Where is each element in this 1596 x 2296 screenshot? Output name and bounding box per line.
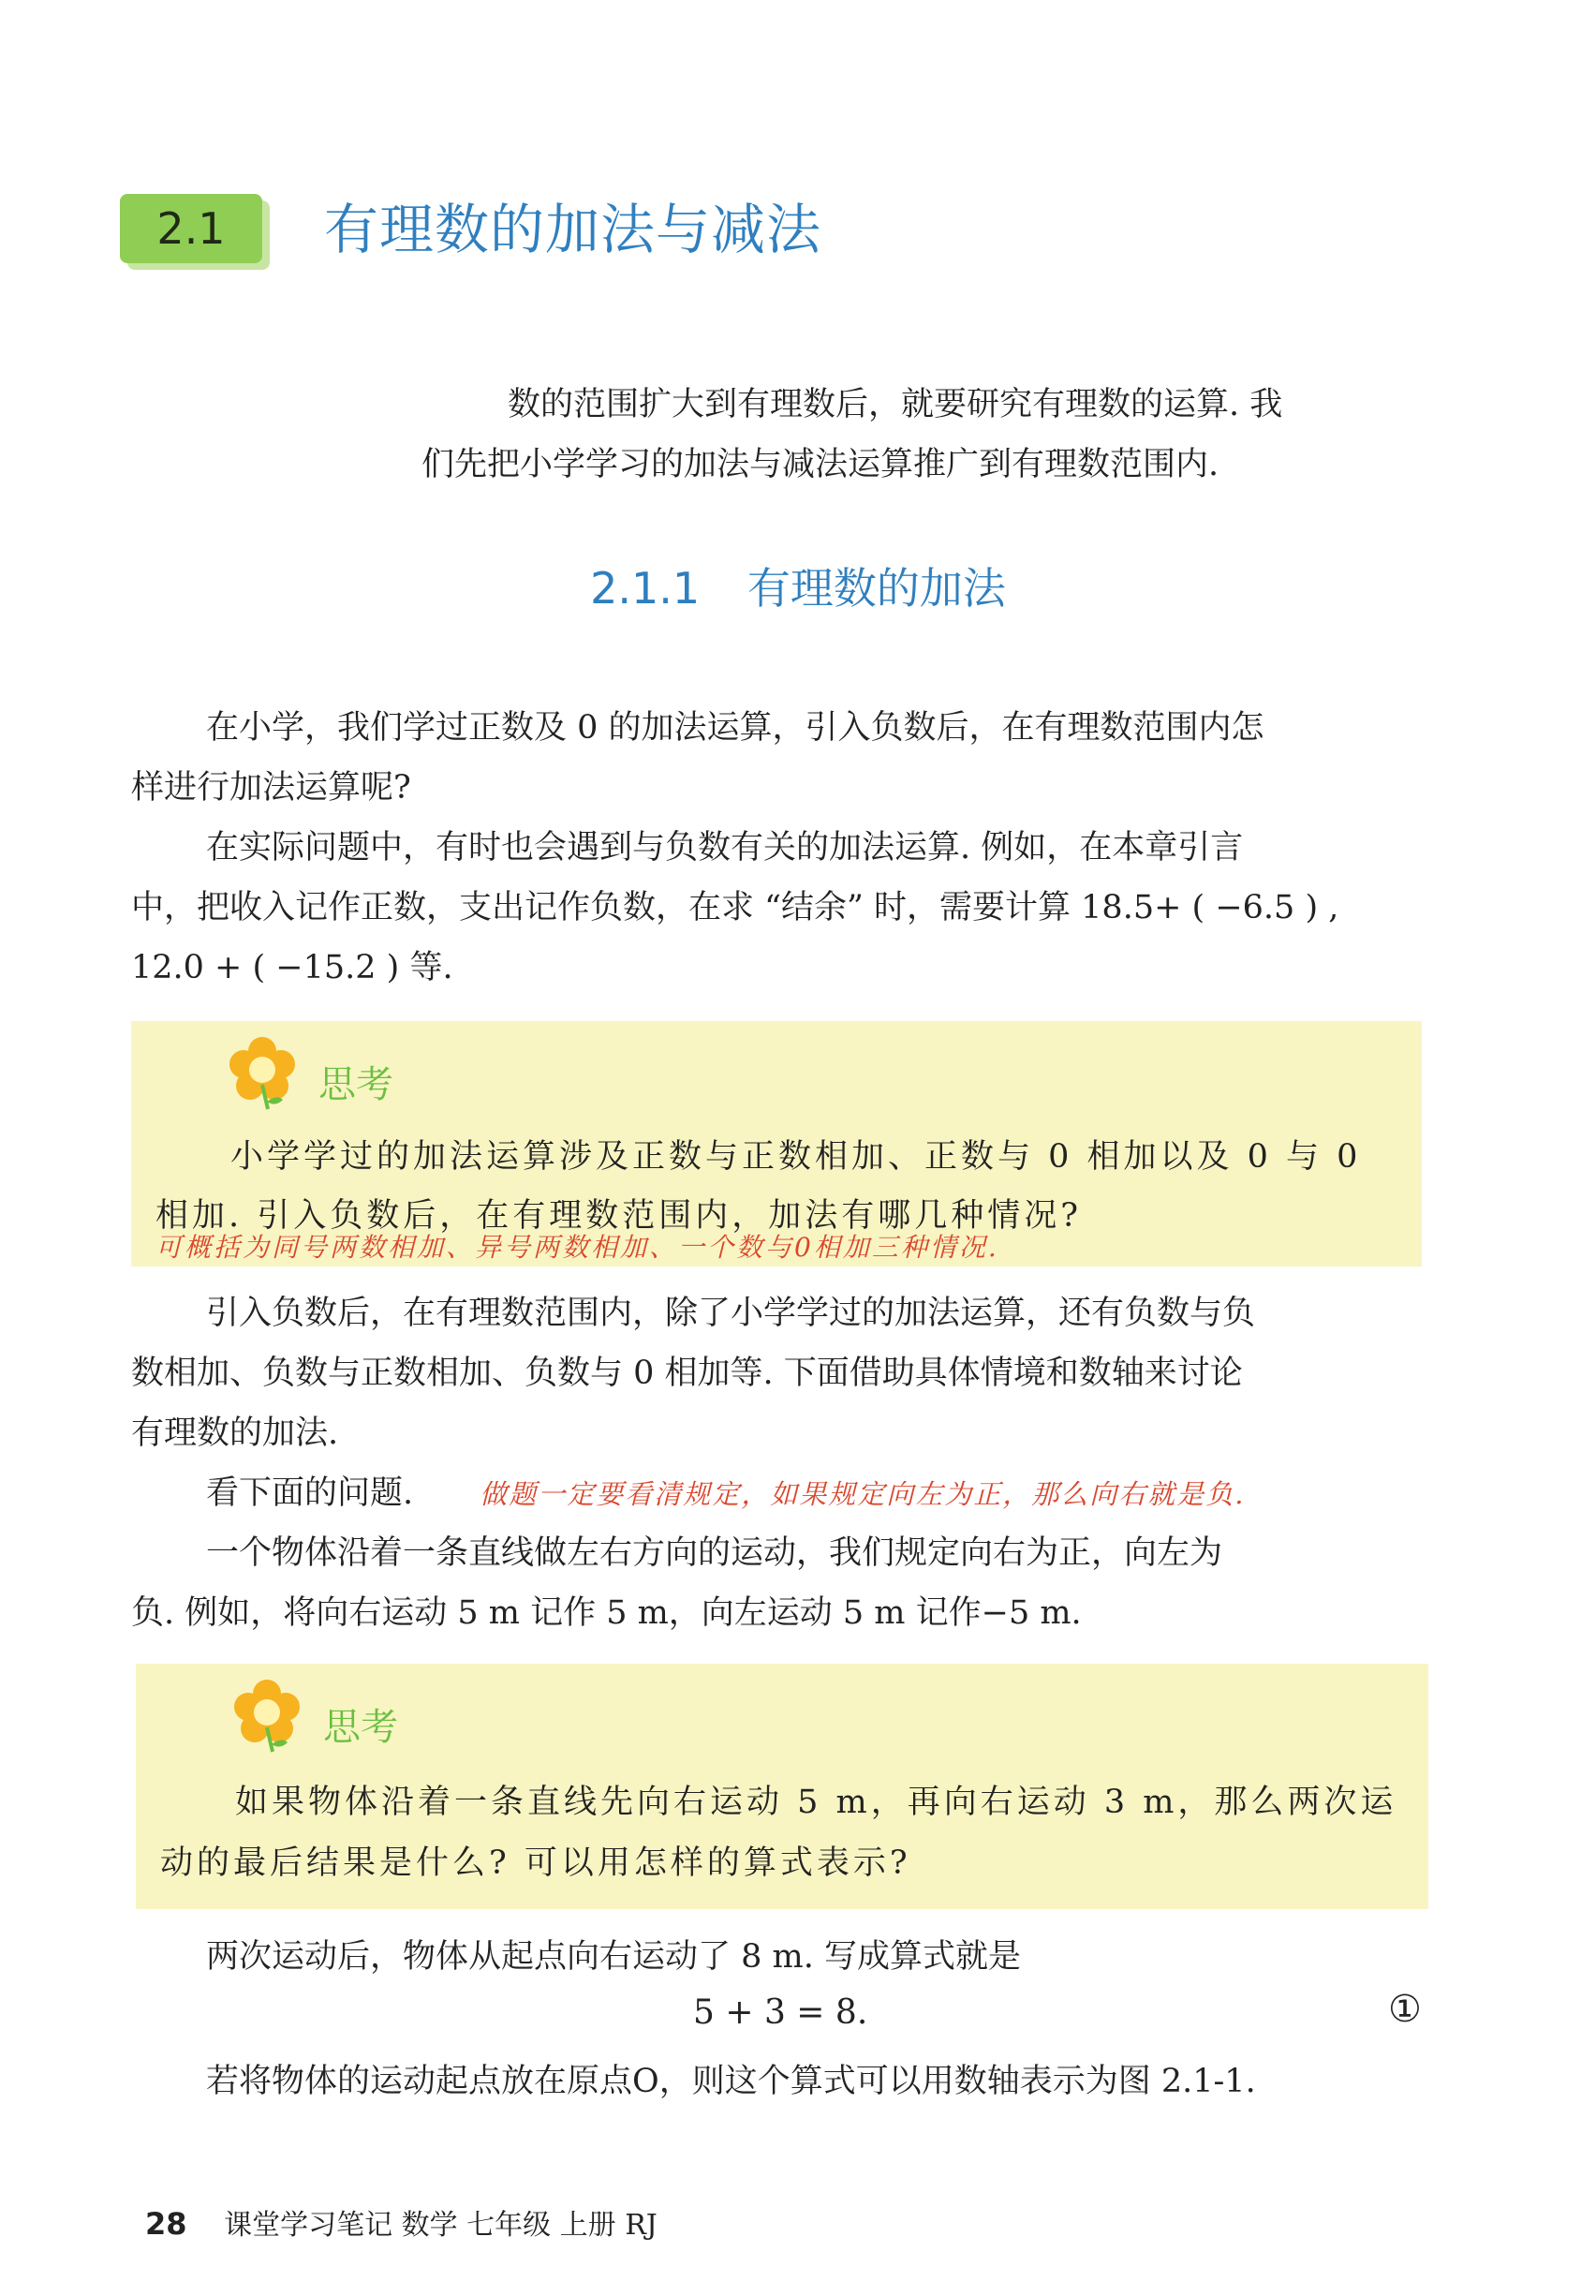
paragraph-3 <box>131 1283 1424 1463</box>
paragraph-5 <box>131 1523 1424 1643</box>
paragraph-3-line-2: 数相加、负数与正数相加、负数与 0 相加等. 下面借助具体情境和数轴来讨论 <box>131 1355 1243 1392</box>
paragraph-7: 若将物体的运动起点放在原点O，则这个算式可以用数轴表示为图 2.1-1. <box>206 2063 1256 2100</box>
flower-icon <box>229 1675 304 1754</box>
paragraph-1 <box>131 698 1424 818</box>
paragraph-2-line-2: 中，把收入记作正数，支出记作负数，在求 “结余” 时，需要计算 18.5+ ( −6.5 ) , <box>131 889 1339 926</box>
page-footer <box>145 2201 658 2243</box>
subsection-title: 有理数的加法 <box>746 563 1006 614</box>
think-box-1-line-2: 相加. 引入负数后，在有理数范围内，加法有哪几种情况? <box>155 1197 1083 1235</box>
section-number: 2.1 <box>156 203 226 254</box>
paragraph-6: 两次运动后，物体从起点向右运动了 8 m. 写成算式就是 <box>206 1938 1021 1976</box>
handwritten-note-1: 可概括为同号两数相加、异号两数相加、一个数与0相加三种情况. <box>155 1232 999 1263</box>
paragraph-2 <box>131 818 1424 998</box>
paragraph-4 <box>131 1463 1442 1524</box>
intro-line-2: 们先把小学学习的加法与减法运算推广到有理数范围内. <box>421 446 1219 483</box>
paragraph-2-line-1: 在实际问题中，有时也会遇到与负数有关的加法运算. 例如，在本章引言 <box>206 829 1244 867</box>
intro-line-1: 数的范围扩大到有理数后，就要研究有理数的运算. 我 <box>508 386 1283 423</box>
think-box-2-line-2: 动的最后结果是什么? 可以用怎样的算式表示? <box>160 1844 911 1882</box>
handwritten-note-2: 做题一定要看清规定，如果规定向左为正，那么向右就是负. <box>480 1478 1246 1510</box>
section-number-badge <box>120 194 262 263</box>
think-box-1-header <box>225 1032 393 1111</box>
paragraph-1-line-2: 样进行加法运算呢? <box>131 769 411 807</box>
think-box-2 <box>136 1664 1428 1909</box>
think-box-2-header <box>229 1675 398 1754</box>
formula: 5 + 3 = 8. <box>693 1993 868 2032</box>
subsection-heading <box>0 555 1596 616</box>
think-box-1-line-1: 小学学过的加法运算涉及正数与正数相加、正数与 0 相加以及 0 与 0 <box>230 1138 1362 1176</box>
page-number: 28 <box>145 2206 187 2242</box>
paragraph-4-text: 看下面的问题. <box>206 1474 414 1512</box>
formula-tag: ① <box>1388 1988 1422 2031</box>
subsection-number: 2.1.1 <box>590 563 701 614</box>
footer-text: 课堂学习笔记 数学 七年级 上册 RJ <box>224 2209 658 2242</box>
think-box-2-label: 思考 <box>323 1705 398 1749</box>
paragraph-5-line-2: 负. 例如，将向右运动 5 m 记作 5 m，向左运动 5 m 记作−5 m. <box>131 1594 1082 1632</box>
paragraph-1-line-1: 在小学，我们学过正数及 0 的加法运算，引入负数后，在有理数范围内怎 <box>206 709 1264 747</box>
think-box-2-line-1: 如果物体沿着一条直线先向右运动 5 m，再向右运动 3 m，那么两次运 <box>235 1784 1397 1821</box>
paragraph-2-line-3: 12.0 + ( −15.2 ) 等. <box>131 949 453 986</box>
section-title: 有理数的加法与减法 <box>324 198 822 261</box>
paragraph-3-line-3: 有理数的加法. <box>131 1415 339 1452</box>
flower-icon <box>225 1032 300 1111</box>
think-box-1 <box>131 1021 1422 1267</box>
paragraph-5-line-1: 一个物体沿着一条直线做左右方向的运动，我们规定向右为正，向左为 <box>206 1534 1223 1572</box>
think-box-1-label: 思考 <box>318 1062 393 1106</box>
paragraph-3-line-1: 引入负数后，在有理数范围内，除了小学学过的加法运算，还有负数与负 <box>206 1295 1256 1332</box>
